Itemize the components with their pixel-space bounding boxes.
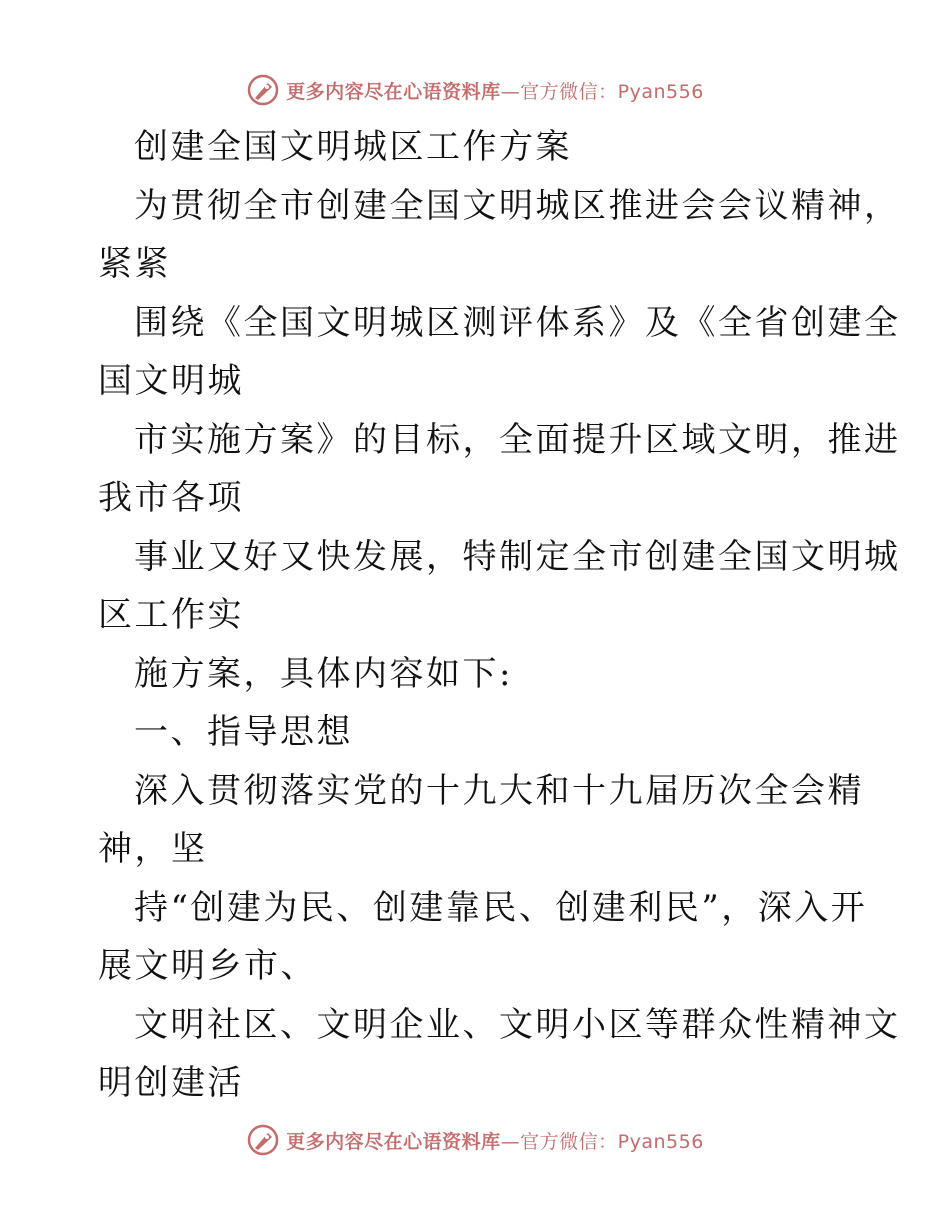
text-line: 一、指导思想 [134,712,353,752]
text-line: 创建全国文明城区工作方案 [134,127,572,167]
watermark-sub: —官方微信：Pyan556 [500,1130,704,1153]
text-line: 市实施方案》的目标，全面提升区域文明，推进 [134,419,901,460]
text-line: 为贯彻全市创建全国文明城区推进会会议精神， [134,185,901,226]
watermark-text [286,77,704,104]
footer-watermark [0,1120,950,1160]
watermark-main: 更多内容尽在心语资料库 [286,1130,501,1153]
watermark-sub: —官方微信：Pyan556 [500,80,704,103]
watermark-main: 更多内容尽在心语资料库 [286,80,501,103]
text-line: 神，坚 [98,829,208,869]
pen-nib-logo-icon [246,1123,280,1157]
document-body [98,118,901,1113]
text-line: 我市各项 [98,478,244,518]
text-line: 国文明城 [98,361,244,401]
text-line: 文明社区、文明企业、文明小区等群众性精神文 [134,1004,901,1045]
text-line: 围绕《全国文明城区测评体系》及《全省创建全 [134,302,901,343]
text-line: 施方案，具体内容如下: [134,653,513,694]
text-line: 区工作实 [98,595,244,635]
text-line: 紧紧 [98,244,171,284]
text-line: 明创建活 [98,1063,244,1103]
text-line: 展文明乡市、 [98,946,317,986]
pen-nib-logo-icon [246,73,280,107]
header-watermark [0,70,950,110]
text-line: 深入贯彻落实党的十九大和十九届历次全会精 [134,770,864,811]
watermark-text [286,1127,704,1154]
text-line: 事业又好又快发展，特制定全市创建全国文明城 [134,536,901,577]
text-line: 持“创建为民、创建靠民、创建利民”，深入开 [134,887,868,928]
